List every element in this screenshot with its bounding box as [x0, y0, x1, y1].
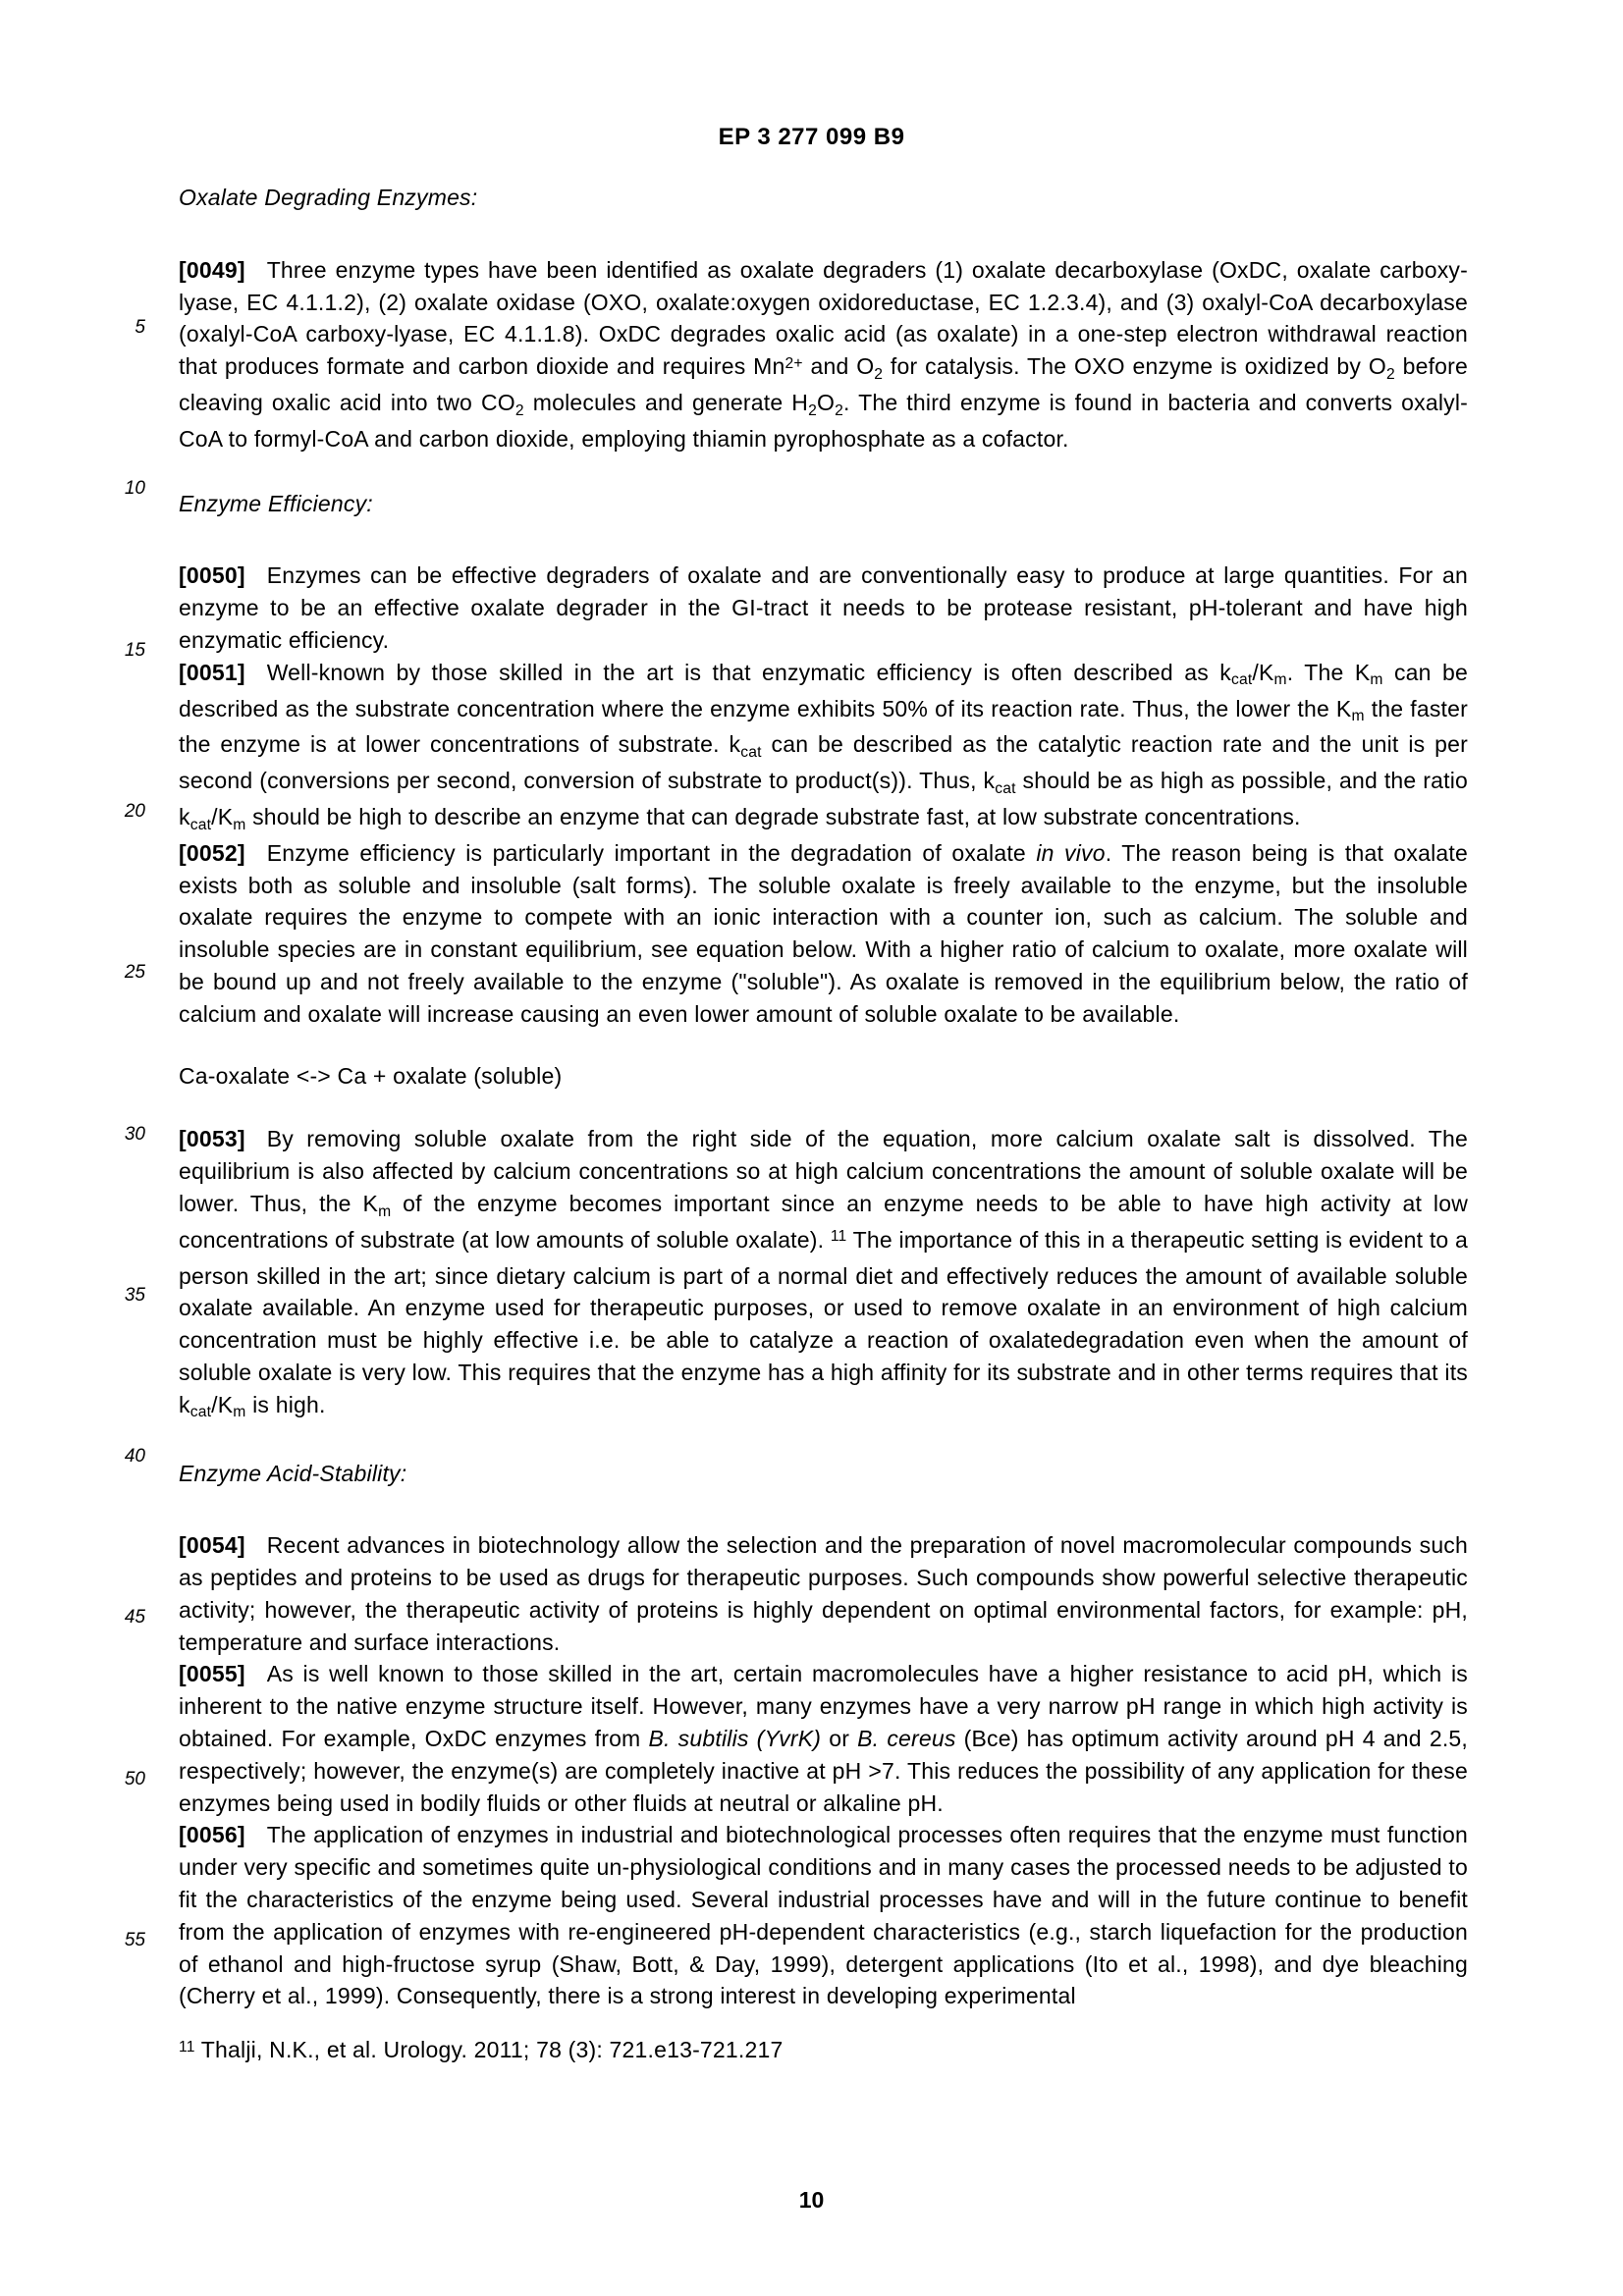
body-text: By removing soluble oxalate from the right side of the equation, more calcium oxalate salt is dissolved. The equilibrium is also affected by calcium concentrations so at high calcium concentrations the amount of soluble oxalate will be lower. Thus, the K [179, 1126, 1468, 1216]
subscript: cat [189, 1404, 212, 1421]
paragraph-0051 [179, 657, 1468, 837]
body-text: can be described as the substrate concentration where the enzyme exhibits 50% of its reaction rate. Thus, the lower the K [179, 659, 1468, 721]
line-number-55: 55 [124, 1930, 145, 1950]
subscript: cat [740, 744, 762, 762]
body-text: Thalji, N.K., et al. Urology. 2011; 78 (3): 721.e13-721.217 [194, 2037, 784, 2063]
paragraph-number: [0056] [179, 1822, 245, 1848]
italic-text: in vivo [1036, 839, 1106, 866]
line-number-25: 25 [124, 962, 145, 984]
subscript: m [378, 1202, 392, 1220]
paragraph-0056 [179, 1819, 1468, 2012]
line-number-15: 15 [124, 639, 145, 661]
subscript: m [233, 1404, 246, 1421]
superscript: 11 [179, 2038, 195, 2056]
body-text: for catalysis. The OXO enzyme is oxidized by O [883, 353, 1386, 380]
superscript: 2+ [784, 354, 803, 372]
body-text: As is well known to those skilled in the art, certain macromolecules have a higher resistance to acid pH, which is inherent to the native enzyme structure itself. However, many enzymes have a very narrow pH range in which high activity is obtained. For example, OxDC enzymes from [179, 1661, 1468, 1752]
body-text: O [817, 389, 836, 415]
subscript: cat [1230, 671, 1253, 689]
line-number-45: 45 [124, 1607, 145, 1629]
paragraph-number: [0055] [179, 1661, 245, 1687]
document-number: EP 3 277 099 B9 [718, 124, 905, 150]
body-text: Recent advances in biotechnology allow the selection and the preparation of novel macromolecular compounds such as peptides and proteins to be used as drugs for therapeutic purposes. Such compounds show powerful selective therapeutic activity; however, the therapeutic activity of proteins is highly dependent on optimal environmental factors, for example: pH, temperature and surface interactions. [179, 1532, 1468, 1655]
subscript: 2 [808, 401, 818, 419]
section-heading-enzyme-efficiency: Enzyme Efficiency: [179, 490, 373, 516]
body-text: the faster the enzyme is at lower concentrations of substrate. k [179, 695, 1469, 758]
footnote [179, 2034, 1468, 2070]
line-number-10: 10 [124, 478, 145, 500]
body-text: Enzyme efficiency is particularly important in the degradation of oxalate [266, 839, 1037, 866]
body-text: /K [1252, 659, 1274, 685]
subscript: m [1370, 671, 1383, 689]
paragraph-0050 [179, 560, 1468, 656]
body-text: Enzymes can be effective degraders of oxalate and are conventionally easy to produce at large quantities. For an enzyme to be an effective oxalate degrader in the GI-tract it needs to be protease resistant, pH-tolerant and have high enzymatic efficiency. [179, 562, 1468, 653]
line-number-30: 30 [124, 1123, 145, 1145]
line-number-20: 20 [124, 800, 145, 822]
subscript: 2 [1385, 365, 1395, 383]
paragraph-number: [0054] [179, 1532, 245, 1559]
body-text: Well-known by those skilled in the art is that enzymatic efficiency is often described as k [266, 659, 1231, 685]
body-text: should be high to describe an enzyme that can degrade substrate fast, at low substrate concentrations. [245, 803, 1301, 829]
body-text: /K [211, 803, 234, 829]
paragraph-0054 [179, 1529, 1468, 1658]
line-number-50: 50 [124, 1768, 145, 1789]
body-text: is high. [245, 1391, 326, 1417]
subscript: cat [995, 779, 1016, 797]
equation: Ca-oxalate <-> Ca + oxalate (soluble) [179, 1062, 563, 1089]
paragraph-0052 [179, 837, 1468, 1031]
paragraph-number: [0051] [179, 659, 245, 685]
body-text: The application of enzymes in industrial and biotechnological processes often requires that the enzyme must function under very specific and sometimes quite un-physiological conditions and in many cases the processed needs to be adjusted to fit the characteristics of the enzyme being used. Several industrial processes have and will in the future continue to benefit from the application of enzymes with re-engineered pH-dependent characteristics (e.g., starch liquefaction for the production of ethanol and high-fructose syrup (Shaw, Bott, & Day, 1999), detergent applications (Ito et al., 1998), and dye bleaching (Cherry et al., 1999). Consequently, there is a strong interest in developing experimental [179, 1822, 1468, 2009]
section-heading-enzyme-acid-stability: Enzyme Acid-Stability: [179, 1460, 407, 1486]
paragraph-number: [0050] [179, 562, 245, 589]
paragraph-0055 [179, 1658, 1468, 1819]
subscript: 2 [514, 401, 524, 419]
body-text: and O [802, 353, 875, 380]
paragraph-number: [0052] [179, 839, 245, 866]
body-text: Three enzyme types have been identified as oxalate degraders (1) oxalate decarboxylase (OxDC, oxalate carboxy-lyase, EC 4.1.1.2), (2) oxalate oxidase (OXO, oxalate:oxygen oxidoreductase, EC 1.2.3.4), and (3) oxalyl-CoA decarboxylase (oxalyl-CoA carboxy-lyase, EC 4.1.1.8). OxDC degrades oxalic acid (as oxalate) in a one-step electron withdrawal reaction that produces formate and carbon dioxide and requires Mn [179, 256, 1468, 380]
subscript: m [1351, 708, 1365, 725]
paragraph-number: [0049] [179, 256, 245, 283]
body-text: /K [211, 1391, 234, 1417]
body-text: . The reason being is that oxalate exists both as soluble and insoluble (salt forms). The soluble oxalate is freely available to the enzyme, but the insoluble oxalate requires the enzyme to compete with an ionic interaction with a counter ion, such as calcium. The soluble and insoluble species are in constant equilibrium, see equation below. With a higher ratio of calcium to oxalate, more oxalate will be bound up and not freely available to the enzyme ("soluble"). As oxalate is removed in the equilibrium below, the ratio of calcium and oxalate will increase causing an even lower amount of soluble oxalate to be available. [179, 839, 1468, 1027]
line-number-40: 40 [124, 1446, 145, 1468]
subscript: 2 [835, 401, 843, 419]
body-text: The importance of this in a therapeutic setting is evident to a person skilled in the art; since dietary calcium is part of a normal diet and effectively reduces the amount of available soluble oxalate available. An enzyme used for therapeutic purposes, or used to remove oxalate in an environment of high calcium concentration must be highly effective i.e. be able to catalyze a reaction of oxalatedegradation even when the amount of soluble oxalate is very low. This requires that the enzyme has a high affinity for its substrate and in other terms requires that its k [179, 1226, 1468, 1417]
body-text: can be described as the catalytic reaction rate and the unit is per second (conversions per second, conversion of substrate to product(s)). Thus, k [179, 731, 1469, 794]
italic-text: B. subtilis (YvrK) [648, 1726, 822, 1752]
subscript: 2 [874, 365, 884, 383]
paragraph-0053 [179, 1123, 1468, 1424]
superscript: 11 [830, 1228, 847, 1246]
subscript: cat [189, 816, 212, 833]
body-text: . The K [1286, 659, 1371, 685]
subscript: m [233, 816, 246, 833]
line-number-5: 5 [135, 317, 145, 338]
page-number: 10 [798, 2187, 825, 2213]
body-text: should be as high as possible, and the ratio k [179, 768, 1468, 829]
body-text: (Bce) has optimum activity around pH 4 and 2.5, respectively; however, the enzyme(s) are completely inactive at pH >7. This reduces the possibility of any application for these enzymes being used in bodily fluids or other fluids at neutral or alkaline pH. [179, 1726, 1468, 1816]
body-text: molecules and generate H [523, 389, 809, 415]
italic-text: B. cereus [857, 1726, 956, 1752]
body-text: before cleaving oxalic acid into two CO [179, 353, 1469, 415]
body-text: . The third enzyme is found in bacteria and converts oxalyl-CoA to formyl-CoA and carbon dioxide, employing thiamin pyrophosphate as a cofactor. [179, 389, 1469, 452]
subscript: m [1273, 671, 1287, 689]
document-body [179, 0, 1468, 2070]
section-heading-oxalate-degrading-enzymes: Oxalate Degrading Enzymes: [179, 185, 478, 210]
line-number-35: 35 [124, 1284, 145, 1306]
paragraph-number: [0053] [179, 1126, 245, 1152]
paragraph-0049 [179, 254, 1468, 455]
body-text: or [821, 1726, 858, 1752]
body-text: of the enzyme becomes important since an enzyme needs to be able to have high activity at low concentrations of substrate (at low amounts of soluble oxalate). [179, 1190, 1468, 1253]
